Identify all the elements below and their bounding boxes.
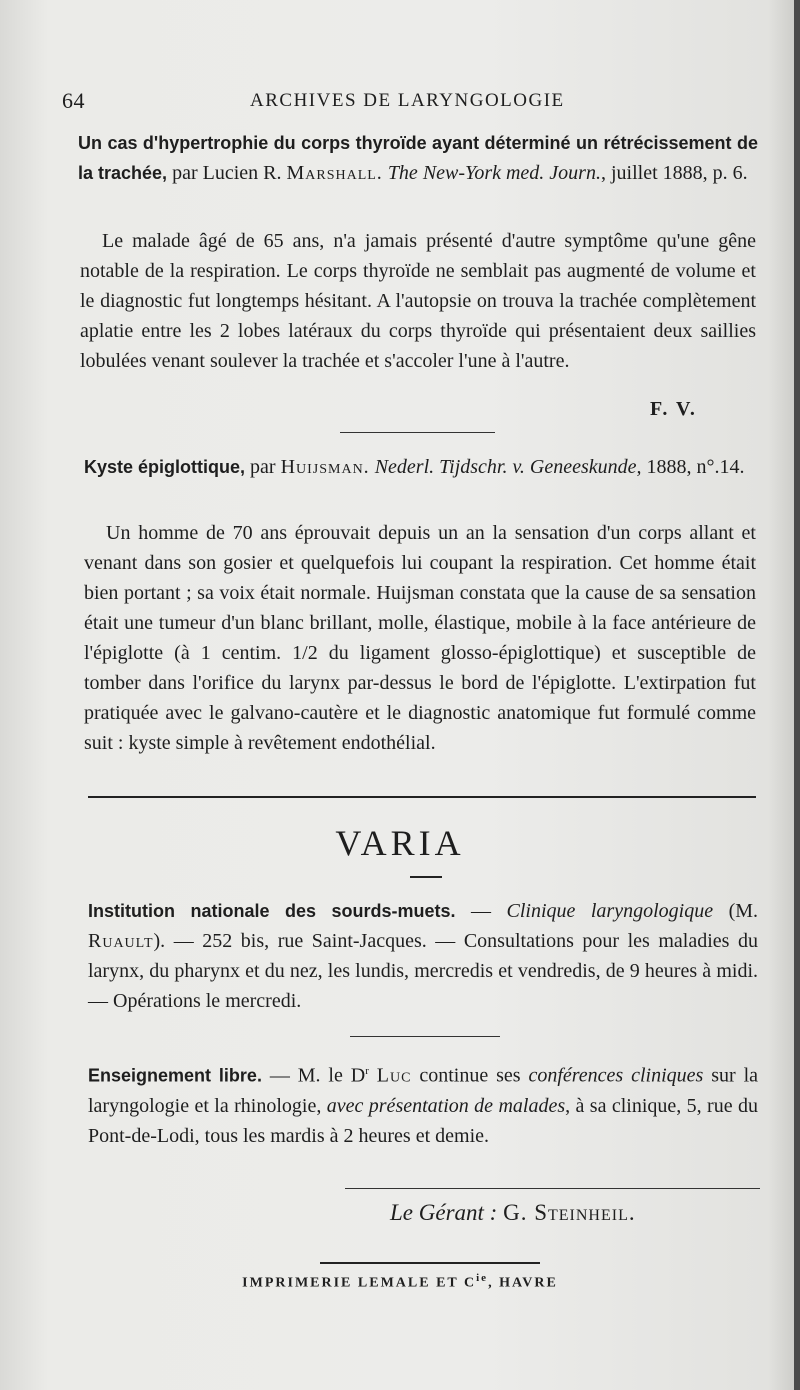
- gerant-label: Le Gérant :: [390, 1200, 498, 1225]
- varia-item1-title: Institution nationale des sourds-muets.: [88, 901, 456, 921]
- gerant-name: G. Steinheil.: [503, 1200, 636, 1225]
- varia-item1-name: Ruault: [88, 930, 154, 952]
- varia-item2-italic1: conférences cliniques: [528, 1064, 704, 1087]
- imprint-sup: ie: [476, 1272, 489, 1284]
- varia-item2-end: , à sa clinique, 5, rue du Pont-de-Lodi, tous les mardis à 2 heures et demie.: [88, 1094, 758, 1147]
- article2-heading: [84, 452, 758, 482]
- varia-item2-dr-sup: r: [365, 1065, 369, 1077]
- section-divider: [88, 796, 756, 798]
- varia-underline: [410, 876, 442, 878]
- article2-journal: Nederl. Tijdschr. v. Geneeskunde,: [374, 456, 642, 478]
- article2-citation: 1888, n°.14.: [641, 456, 745, 478]
- article2-by: par: [250, 456, 276, 478]
- article1-journal: The New-York med. Journ.: [387, 162, 601, 184]
- varia-item2-mid2: sur la laryngologie et la rhinologie,: [88, 1064, 758, 1117]
- divider-short: [340, 432, 495, 433]
- varia-item1-dash: —: [455, 900, 507, 922]
- varia-item1: [88, 896, 758, 1016]
- article1-citation: , juillet 1888, p. 6.: [600, 162, 748, 184]
- article2-body: Un homme de 70 ans éprouvait depuis un an la sensation d'un corps allant et venant dans son gosier et quelquefois lui coupant la respiration. Cet homme était bien portant ; sa voix était normale. Huijsman constata que la cause de sa sensation était une tumeur d'un blanc brillant, molle, élastique, mobile à la face antérieure de l'épiglotte (à 1 centim. 1/2 du ligament glosso-épiglottique) et susceptible de tomber dans l'orifice du larynx par-dessus le bord de l'épiglotte. L'extirpation fut pratiquée avec le galvano-cautère et le diagnostic anatomique fut formulé comme suit : kyste simple à revêtement endothélial.: [84, 522, 756, 754]
- varia-item1-clinic: Clinique laryngologique: [506, 900, 714, 922]
- article2-title: Kyste épiglottique,: [84, 457, 246, 477]
- article1-author: Marshall.: [286, 162, 383, 184]
- footer-divider: [345, 1188, 760, 1189]
- varia-item2-italic2: avec présentation de malades: [326, 1094, 566, 1117]
- page-number: 64: [62, 88, 85, 113]
- gerant-line: [390, 1200, 636, 1226]
- varia-item2-name: Luc: [376, 1064, 412, 1087]
- varia-item1-open: (M.: [713, 900, 759, 922]
- article1-by: par Lucien R.: [172, 162, 282, 184]
- varia-item2: [88, 1056, 758, 1151]
- article2-author: Huijsman.: [280, 456, 370, 478]
- article1-title: Un cas d'hypertrophie du corps thyroïde ayant déterminé un rétrécissement de la trachée,: [78, 133, 758, 183]
- imprint-city: , HAVRE: [488, 1275, 558, 1291]
- varia-item2-lead: — M. le D: [261, 1064, 366, 1087]
- imprint-rule: [320, 1262, 540, 1264]
- divider-varia: [350, 1036, 500, 1037]
- varia-heading: VARIA: [335, 823, 465, 863]
- varia-item2-mid: continue ses: [411, 1064, 529, 1087]
- varia-item1-body: ). — 252 bis, rue Saint-Jacques. — Consultations pour les maladies du larynx, du pharynx et du nez, les lundis, mercredis et vendredis, de 9 heures à midi. — Opérations le mercredi.: [88, 930, 758, 1012]
- article1-heading: [78, 128, 758, 188]
- varia-item2-title: Enseignement libre.: [88, 1065, 262, 1086]
- article1-body: Le malade âgé de 65 ans, n'a jamais présenté d'autre symptôme qu'une gêne notable de la respiration. Le corps thyroïde ne semblait pas augmenté de volume et le diagnostic fut longtemps hésitant. A l'autopsie on trouva la trachée complètement aplatie entre les 2 lobes latéraux du corps thyroïde qui présentaient deux saillies lobulées venant soulever la trachée et s'accoler l'une à l'autre.: [80, 230, 756, 372]
- article1-signature: F. V.: [650, 398, 697, 420]
- running-title: ARCHIVES DE LARYNGOLOGIE: [250, 90, 565, 111]
- imprint: [0, 1272, 800, 1292]
- imprint-main: IMPRIMERIE LEMALE ET C: [242, 1275, 477, 1291]
